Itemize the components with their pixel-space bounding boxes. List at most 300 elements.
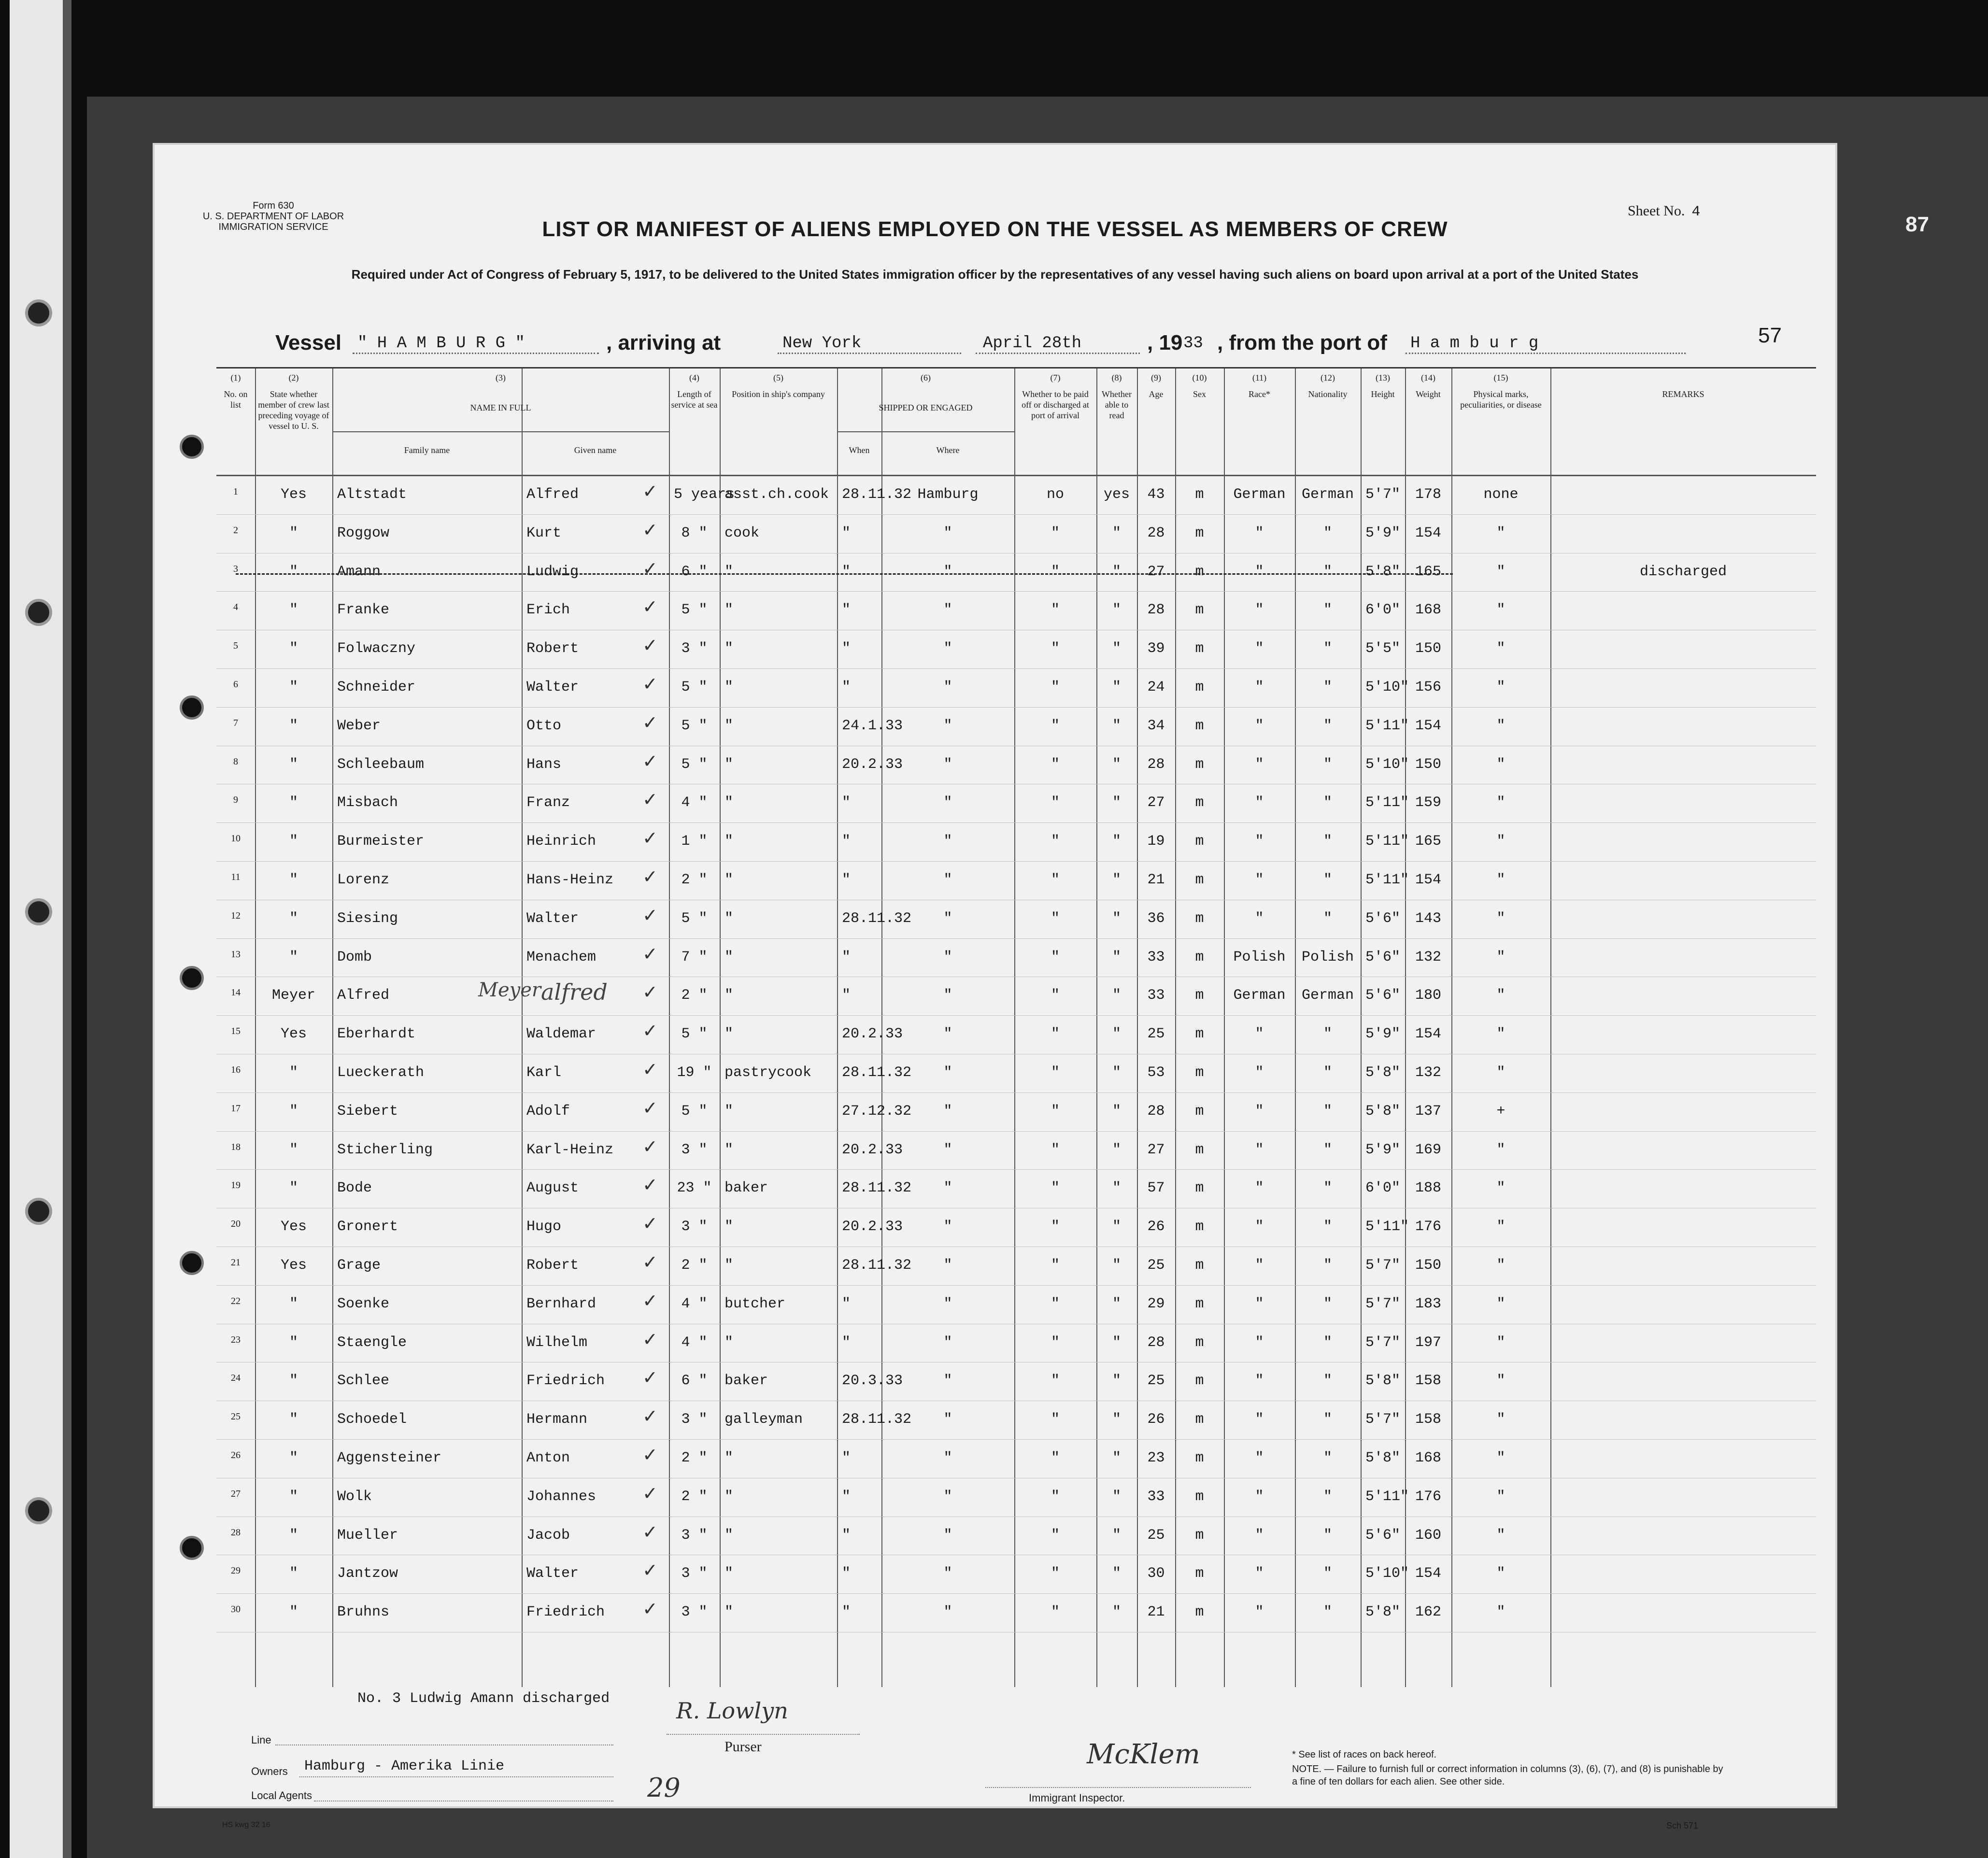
able-to-read: " <box>1112 949 1121 965</box>
row-number: 30 <box>231 1604 241 1615</box>
checkmark-icon: ✓ <box>642 481 658 502</box>
row-number: 14 <box>231 987 241 998</box>
physical-marks: " <box>1496 1604 1505 1621</box>
age: 21 <box>1147 872 1165 888</box>
height: 5'8" <box>1365 1604 1401 1621</box>
given-name: Otto <box>526 717 562 734</box>
able-to-read: " <box>1112 1411 1121 1428</box>
height: 5'8" <box>1365 563 1401 580</box>
position: " <box>724 1334 734 1351</box>
service-length: 1 " <box>681 833 708 850</box>
column-subheader: When <box>849 445 870 455</box>
weight: 162 <box>1415 1604 1441 1621</box>
prev-voyage: " <box>289 756 298 773</box>
position: " <box>724 910 734 927</box>
race: Polish <box>1233 949 1286 965</box>
checkmark-icon: ✓ <box>642 596 658 618</box>
service-length: 19 " <box>677 1064 712 1081</box>
height: 5'6" <box>1365 949 1401 965</box>
prev-voyage: Yes <box>280 1219 307 1235</box>
given-name: Karl-Heinz <box>526 1141 614 1158</box>
nationality: " <box>1323 1103 1332 1120</box>
position: " <box>724 949 734 965</box>
physical-marks: " <box>1496 1141 1505 1158</box>
paid-off: " <box>1051 525 1060 541</box>
race: " <box>1255 1064 1264 1081</box>
row-number: 27 <box>231 1488 241 1499</box>
sex: m <box>1195 679 1204 695</box>
arrival-date: April 28th <box>983 334 1082 353</box>
column-number: (2) <box>288 373 299 383</box>
punch-hole <box>180 695 204 720</box>
service-length: 2 " <box>681 1488 708 1505</box>
age: 34 <box>1147 717 1165 734</box>
row-number: 17 <box>231 1103 241 1114</box>
given-name: Hans-Heinz <box>526 872 614 888</box>
prev-voyage: " <box>289 1565 298 1582</box>
family-name: Altstadt <box>337 486 407 503</box>
prev-voyage: " <box>289 602 298 619</box>
checkmark-icon: ✓ <box>642 673 658 695</box>
purser-label: Purser <box>724 1739 762 1755</box>
row-number: 6 <box>233 679 238 690</box>
row-number: 22 <box>231 1295 241 1306</box>
race: German <box>1233 987 1286 1004</box>
shipped-where: " <box>943 1488 952 1505</box>
paid-off: " <box>1051 987 1060 1004</box>
family-name: Eberhardt <box>337 1026 416 1043</box>
height: 5'11" <box>1365 872 1409 888</box>
physical-marks: " <box>1496 1026 1505 1043</box>
shipped-where: " <box>943 910 952 927</box>
position: " <box>724 640 734 657</box>
sex: m <box>1195 1527 1204 1544</box>
column-divider <box>1014 369 1015 1687</box>
handwritten-note: Meyer <box>478 979 541 1002</box>
race: " <box>1255 872 1264 888</box>
given-name: Hugo <box>526 1219 562 1235</box>
physical-marks: " <box>1496 987 1505 1004</box>
shipped-where: " <box>943 1141 952 1158</box>
given-name: Johannes <box>526 1488 596 1505</box>
checkmark-icon: ✓ <box>642 789 658 810</box>
family-name: Roggow <box>337 525 390 541</box>
column-number: (1) <box>230 373 241 383</box>
shipped-where: " <box>943 949 952 965</box>
age: 39 <box>1147 640 1165 657</box>
column-divider <box>837 369 838 1687</box>
given-name: Ludwig <box>526 563 579 580</box>
checkmark-icon: ✓ <box>642 1367 658 1389</box>
able-to-read: " <box>1112 1180 1121 1197</box>
age: 27 <box>1147 563 1165 580</box>
weight: 158 <box>1415 1411 1441 1428</box>
physical-marks: " <box>1496 794 1505 811</box>
binder-hole <box>25 898 52 925</box>
column-header: Race* <box>1249 389 1270 399</box>
given-name: Heinrich <box>526 833 596 850</box>
age: 26 <box>1147 1219 1165 1235</box>
position: " <box>724 1257 734 1274</box>
shipped-where: " <box>943 1450 952 1466</box>
service-length: 5 " <box>681 756 708 773</box>
weight: 150 <box>1415 1257 1441 1274</box>
column-header: State whether member of crew last preceding voyage of vessel to U. S. <box>258 389 329 431</box>
shipped-where: " <box>943 872 952 888</box>
service-length: 2 " <box>681 872 708 888</box>
age: 43 <box>1147 486 1165 503</box>
shipped-when: 20.2.33 <box>842 756 903 773</box>
year-suffix: 33 <box>1183 334 1203 353</box>
family-name: Siebert <box>337 1103 398 1120</box>
column-number: (4) <box>689 373 699 383</box>
family-name: Grage <box>337 1257 381 1274</box>
given-name: Hermann <box>526 1411 588 1428</box>
service-length: 3 " <box>681 1604 708 1621</box>
column-header: Sex <box>1193 389 1206 399</box>
height: 5'7" <box>1365 1334 1401 1351</box>
row-number: 1 <box>233 486 238 497</box>
given-name: Walter <box>526 910 579 927</box>
prev-voyage: " <box>289 1488 298 1505</box>
table-row <box>216 1015 1816 1016</box>
crew-manifest-table <box>216 367 1816 1687</box>
height: 5'7" <box>1365 1295 1401 1312</box>
paid-off: " <box>1051 1527 1060 1544</box>
prev-voyage: " <box>289 1411 298 1428</box>
sex: m <box>1195 1604 1204 1621</box>
able-to-read: " <box>1112 910 1121 927</box>
position: " <box>724 794 734 811</box>
position: butcher <box>724 1295 786 1312</box>
sex: m <box>1195 1064 1204 1081</box>
able-to-read: " <box>1112 1219 1121 1235</box>
age: 26 <box>1147 1411 1165 1428</box>
height: 5'10" <box>1365 756 1409 773</box>
service: IMMIGRATION SERVICE <box>218 222 328 232</box>
able-to-read: " <box>1112 563 1121 580</box>
service-length: 2 " <box>681 1450 708 1466</box>
shipped-where: " <box>943 1411 952 1428</box>
prev-voyage: " <box>289 794 298 811</box>
sex: m <box>1195 1103 1204 1120</box>
checkmark-icon: ✓ <box>642 904 658 926</box>
dotted-line <box>778 353 961 354</box>
position: " <box>724 1219 734 1235</box>
race: " <box>1255 910 1264 927</box>
checkmark-icon: ✓ <box>642 981 658 1003</box>
shipped-where: " <box>943 1103 952 1120</box>
prev-voyage: " <box>289 525 298 541</box>
checkmark-icon: ✓ <box>642 866 658 887</box>
physical-marks: " <box>1496 1450 1505 1466</box>
weight: 188 <box>1415 1180 1441 1197</box>
able-to-read: " <box>1112 1295 1121 1312</box>
service-length: 3 " <box>681 1527 708 1544</box>
checkmark-icon: ✓ <box>642 750 658 772</box>
weight: 197 <box>1415 1334 1441 1351</box>
able-to-read: " <box>1112 1488 1121 1505</box>
position: " <box>724 1488 734 1505</box>
able-to-read: " <box>1112 1334 1121 1351</box>
signature-line <box>667 1734 860 1735</box>
family-name: Schoedel <box>337 1411 407 1428</box>
nationality: " <box>1323 756 1332 773</box>
punch-hole <box>180 1251 204 1275</box>
sex: m <box>1195 833 1204 850</box>
shipped-where: " <box>943 1180 952 1197</box>
shipped-when: 20.2.33 <box>842 1141 903 1158</box>
inspector-label: Immigrant Inspector. <box>1029 1792 1125 1804</box>
weight: 165 <box>1415 563 1441 580</box>
shipped-when: 28.11.32 <box>842 1257 912 1274</box>
physical-marks: " <box>1496 1295 1505 1312</box>
able-to-read: " <box>1112 987 1121 1004</box>
age: 24 <box>1147 679 1165 695</box>
physical-marks: " <box>1496 1373 1505 1390</box>
column-subheader: Family name <box>404 445 450 455</box>
shipped-where: " <box>943 1565 952 1582</box>
shipped-when: " <box>842 1334 851 1351</box>
shipped-where: " <box>943 717 952 734</box>
sex: m <box>1195 1257 1204 1274</box>
physical-marks: " <box>1496 1488 1505 1505</box>
sex: m <box>1195 602 1204 619</box>
age: 28 <box>1147 525 1165 541</box>
physical-marks: " <box>1496 1565 1505 1582</box>
row-number: 28 <box>231 1527 241 1538</box>
from-label: , from the port of <box>1217 331 1387 355</box>
service-length: 7 " <box>681 949 708 965</box>
nationality: " <box>1323 563 1332 580</box>
service-length: 4 " <box>681 1295 708 1312</box>
table-row <box>216 591 1816 592</box>
checkmark-icon: ✓ <box>642 635 658 656</box>
weight: 150 <box>1415 640 1441 657</box>
shipped-when: " <box>842 1450 851 1466</box>
sex: m <box>1195 1488 1204 1505</box>
column-number: (7) <box>1050 373 1061 383</box>
prev-voyage: Yes <box>280 486 307 503</box>
position: " <box>724 679 734 695</box>
weight: 154 <box>1415 872 1441 888</box>
able-to-read: " <box>1112 833 1121 850</box>
page-number-right: 87 <box>1905 213 1929 236</box>
position: " <box>724 756 734 773</box>
given-name: Bernhard <box>526 1295 596 1312</box>
height: 6'0" <box>1365 1180 1401 1197</box>
row-number: 3 <box>233 563 238 574</box>
race: " <box>1255 1219 1264 1235</box>
sex: m <box>1195 987 1204 1004</box>
given-name: Walter <box>526 1565 579 1582</box>
prev-voyage: " <box>289 1373 298 1390</box>
prev-voyage: " <box>289 1334 298 1351</box>
height: 5'11" <box>1365 717 1409 734</box>
paid-off: " <box>1051 910 1060 927</box>
height: 5'11" <box>1365 794 1409 811</box>
prev-voyage: " <box>289 872 298 888</box>
column-divider <box>522 369 523 1687</box>
nationality: " <box>1323 1180 1332 1197</box>
physical-marks: " <box>1496 1064 1505 1081</box>
year-prefix: , 19 <box>1147 331 1183 355</box>
given-name: Kurt <box>526 525 562 541</box>
family-name: Weber <box>337 717 381 734</box>
sex: m <box>1195 1180 1204 1197</box>
nationality: " <box>1323 910 1332 927</box>
physical-marks: " <box>1496 949 1505 965</box>
binder-strip <box>10 0 71 1858</box>
weight: 154 <box>1415 717 1441 734</box>
physical-marks: none <box>1483 486 1519 503</box>
race: " <box>1255 1604 1264 1621</box>
column-number: (13) <box>1376 373 1390 383</box>
sex: m <box>1195 1450 1204 1466</box>
checkmark-icon: ✓ <box>642 1482 658 1504</box>
vessel-label: Vessel <box>275 331 342 355</box>
family-name: Sticherling <box>337 1141 433 1158</box>
prev-voyage: " <box>289 1064 298 1081</box>
prev-voyage: " <box>289 949 298 965</box>
age: 23 <box>1147 1450 1165 1466</box>
position: " <box>724 1141 734 1158</box>
paid-off: " <box>1051 833 1060 850</box>
service-length: 5 " <box>681 717 708 734</box>
position: asst.ch.cook <box>724 486 829 503</box>
paid-off: no <box>1046 486 1064 503</box>
column-subheader: Where <box>936 445 960 455</box>
family-name: Schlee <box>337 1373 390 1390</box>
column-header: Weight <box>1416 389 1441 399</box>
shipped-where: " <box>943 1527 952 1544</box>
given-name: Friedrich <box>526 1604 605 1621</box>
sex: m <box>1195 1295 1204 1312</box>
print-code: HS kwg 32 16 <box>222 1821 270 1829</box>
family-name: Gronert <box>337 1219 398 1235</box>
position: baker <box>724 1373 768 1390</box>
position: " <box>724 872 734 888</box>
checkmark-icon: ✓ <box>642 1444 658 1465</box>
column-header: REMARKS <box>1662 389 1704 399</box>
weight: 158 <box>1415 1373 1441 1390</box>
column-divider <box>1224 369 1225 1687</box>
race: " <box>1255 1334 1264 1351</box>
physical-marks: " <box>1496 563 1505 580</box>
checkmark-icon: ✓ <box>642 1174 658 1196</box>
family-name: Soenke <box>337 1295 390 1312</box>
paid-off: " <box>1051 1180 1060 1197</box>
column-divider <box>255 369 256 1687</box>
checkmark-icon: ✓ <box>642 1059 658 1080</box>
shipped-when: 24.1.33 <box>842 717 903 734</box>
race: " <box>1255 756 1264 773</box>
checkmark-icon: ✓ <box>642 1213 658 1234</box>
row-number: 12 <box>231 910 241 921</box>
able-to-read: " <box>1112 1565 1121 1582</box>
race: " <box>1255 1565 1264 1582</box>
given-name: Waldemar <box>526 1026 596 1043</box>
sex: m <box>1195 1565 1204 1582</box>
position: " <box>724 1565 734 1582</box>
able-to-read: " <box>1112 1450 1121 1466</box>
position: " <box>724 1450 734 1466</box>
column-header: Height <box>1371 389 1395 399</box>
row-number: 23 <box>231 1334 241 1345</box>
shipped-when: " <box>842 525 851 541</box>
table-row <box>216 1285 1816 1286</box>
able-to-read: " <box>1112 602 1121 619</box>
sex: m <box>1195 794 1204 811</box>
row-number: 15 <box>231 1026 241 1037</box>
nationality: Polish <box>1301 949 1354 965</box>
weight: 150 <box>1415 756 1441 773</box>
physical-marks: " <box>1496 1219 1505 1235</box>
checkmark-icon: ✓ <box>642 1521 658 1543</box>
physical-marks: " <box>1496 717 1505 734</box>
race: " <box>1255 1141 1264 1158</box>
row-number: 20 <box>231 1219 241 1230</box>
weight: 156 <box>1415 679 1441 695</box>
height: 5'10" <box>1365 679 1409 695</box>
shipped-when: 20.3.33 <box>842 1373 903 1390</box>
weight: 154 <box>1415 1026 1441 1043</box>
able-to-read: " <box>1112 1373 1121 1390</box>
inspector-signature-icon: McKlem <box>1087 1739 1200 1770</box>
weight: 154 <box>1415 525 1441 541</box>
shipped-when: " <box>842 679 851 695</box>
sex: m <box>1195 1411 1204 1428</box>
family-name: Domb <box>337 949 372 965</box>
physical-marks: " <box>1496 1527 1505 1544</box>
age: 36 <box>1147 910 1165 927</box>
height: 6'0" <box>1365 602 1401 619</box>
paid-off: " <box>1051 1141 1060 1158</box>
dotted-line <box>976 353 1140 354</box>
shipped-where: " <box>943 833 952 850</box>
position: " <box>724 987 734 1004</box>
column-header: Age <box>1149 389 1164 399</box>
height: 5'9" <box>1365 1026 1401 1043</box>
weight: 178 <box>1415 486 1441 503</box>
shipped-where: " <box>943 1219 952 1235</box>
checkmark-icon: ✓ <box>642 1020 658 1042</box>
row-number: 2 <box>233 525 238 536</box>
height: 5'5" <box>1365 640 1401 657</box>
shipped-where: Hamburg <box>917 486 979 503</box>
column-number: (8) <box>1111 373 1122 383</box>
shipped-when: " <box>842 1295 851 1312</box>
row-number: 8 <box>233 756 238 767</box>
service-length: 4 " <box>681 794 708 811</box>
prev-voyage: " <box>289 1103 298 1120</box>
position: " <box>724 717 734 734</box>
row-number: 10 <box>231 833 241 844</box>
prev-voyage: " <box>289 1141 298 1158</box>
row-number: 4 <box>233 602 238 613</box>
column-divider <box>1451 369 1452 1687</box>
column-number: (9) <box>1151 373 1161 383</box>
column-header: SHIPPED OR ENGAGED <box>879 403 973 412</box>
given-name: Erich <box>526 602 570 619</box>
punch-hole <box>180 435 204 459</box>
sex: m <box>1195 756 1204 773</box>
service-length: 3 " <box>681 1565 708 1582</box>
position: cook <box>724 525 760 541</box>
service-length: 3 " <box>681 1141 708 1158</box>
able-to-read: " <box>1112 1527 1121 1544</box>
age: 28 <box>1147 1103 1165 1120</box>
